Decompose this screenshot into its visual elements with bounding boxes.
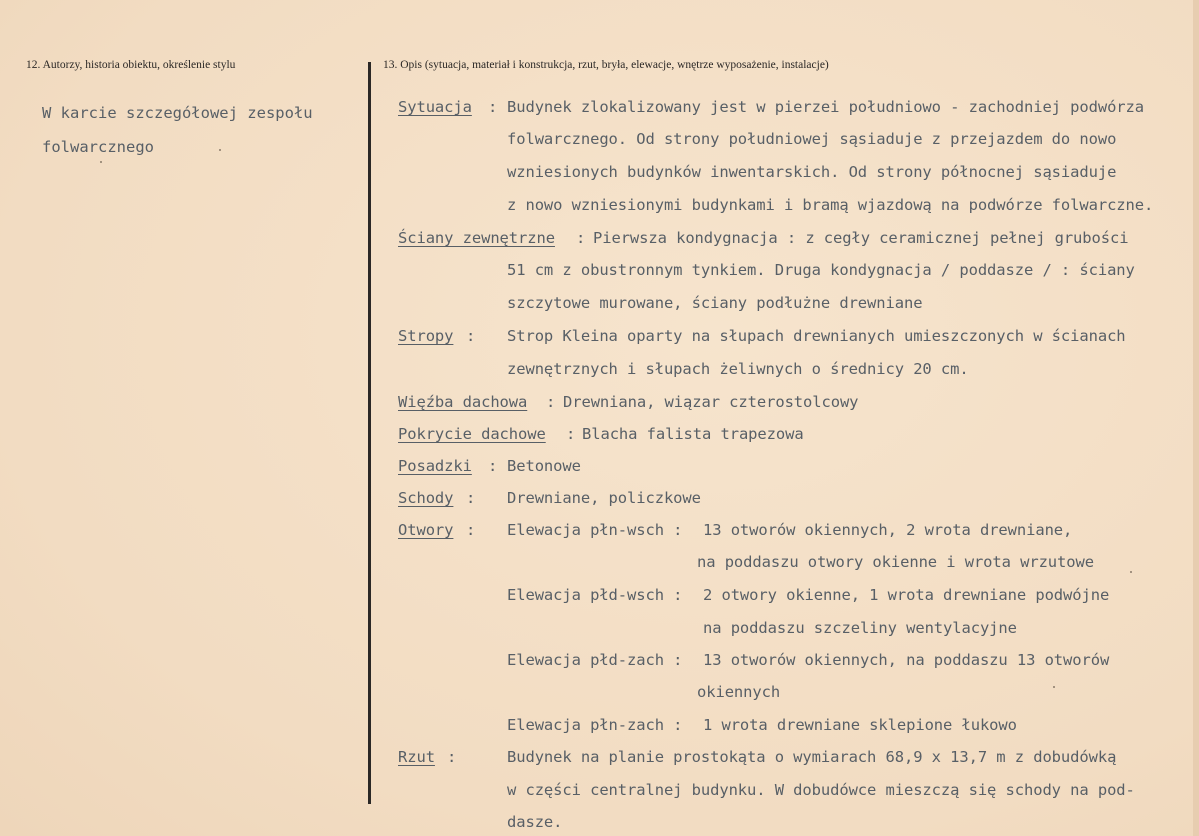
sep-sytuacja: : — [488, 98, 498, 116]
label-rzut: Rzut — [398, 748, 435, 766]
otwory-elewacja-2: Elewacja płd-wsch : — [507, 586, 683, 604]
otwory-elewacja-2-line-2: na poddaszu szczeliny wentylacyjne — [703, 619, 1017, 637]
left-line-1: W karcie szczegółowej zespołu — [42, 104, 313, 122]
rzut-line-1: Budynek na planie prostokąta o wymiarach 68,9 x 13,7 m z dobudówką — [507, 748, 1117, 766]
otwory-elewacja-1-line-1: 13 otworów okiennych, 2 wrota drewniane, — [703, 521, 1073, 539]
otwory-elewacja-3-line-1: 13 otworów okiennych, na poddaszu 13 otworów — [703, 651, 1110, 669]
paper-speck — [100, 161, 102, 163]
left-line-2: folwarcznego — [42, 138, 154, 156]
paper-speck — [219, 149, 221, 151]
section-12-content — [42, 96, 313, 164]
otwory-elewacja-3-line-2: okiennych — [697, 683, 781, 701]
otwory-elewacja-1: Elewacja płn-wsch : — [507, 521, 683, 539]
otwory-elewacja-4: Elewacja płn-zach : — [507, 716, 683, 734]
sep-stropy: : — [466, 327, 476, 345]
label-sciany: Ściany zewnętrzne — [398, 229, 555, 247]
label-stropy: Stropy — [398, 327, 454, 345]
sytuacja-line-1: Budynek zlokalizowany jest w pierzei południowo - zachodniej podwórza — [507, 98, 1144, 116]
sciany-line-3: szczytowe murowane, ściany podłużne drewniane — [507, 294, 923, 312]
section-13-heading: 13. Opis (sytuacja, materiał i konstrukcja, rzut, bryła, elewacje, wnętrze wyposażenie, instalacje) — [383, 59, 829, 71]
label-sytuacja: Sytuacja — [398, 98, 472, 116]
paper-edge — [1193, 0, 1199, 836]
label-otwory: Otwory — [398, 521, 454, 539]
otwory-elewacja-2-line-1: 2 otwory okienne, 1 wrota drewniane podwójne — [703, 586, 1110, 604]
section-12-heading: 12. Autorzy, historia obiektu, określenie stylu — [26, 59, 236, 71]
rzut-line-3: dasze. — [507, 813, 563, 831]
sep-wiezba: : — [546, 393, 556, 411]
stropy-line-2: zewnętrznych i słupach żeliwnych o średnicy 20 cm. — [507, 360, 969, 378]
column-divider — [368, 62, 371, 804]
sytuacja-line-2: folwarcznego. Od strony południowej sąsiaduje z przejazdem do nowo — [507, 130, 1117, 148]
paper-speck — [1130, 571, 1132, 573]
paper-speck — [1053, 686, 1055, 688]
pokrycie-text: Blacha falista trapezowa — [582, 425, 804, 443]
posadzki-text: Betonowe — [507, 457, 581, 475]
schody-text: Drewniane, policzkowe — [507, 489, 701, 507]
sep-posadzki: : — [488, 457, 498, 475]
otwory-elewacja-4-line-1: 1 wrota drewniane sklepione łukowo — [703, 716, 1017, 734]
sep-rzut: : — [447, 748, 457, 766]
sytuacja-line-3: wzniesionych budynków inwentarskich. Od strony północnej sąsiaduje — [507, 163, 1117, 181]
sep-sciany: : — [576, 229, 586, 247]
stropy-line-1: Strop Kleina oparty na słupach drewnianych umieszczonych w ścianach — [507, 327, 1126, 345]
sep-schody: : — [466, 489, 476, 507]
label-wiezba: Więźba dachowa — [398, 393, 528, 411]
sciany-line-2: 51 cm z obustronnym tynkiem. Druga kondygnacja / poddasze / : ściany — [507, 261, 1135, 279]
otwory-elewacja-3: Elewacja płd-zach : — [507, 651, 683, 669]
label-schody: Schody — [398, 489, 454, 507]
sep-otwory: : — [466, 521, 476, 539]
label-pokrycie: Pokrycie dachowe — [398, 425, 546, 443]
sep-pokrycie: : — [566, 425, 576, 443]
otwory-elewacja-1-line-2: na poddaszu otwory okienne i wrota wrzutowe — [697, 553, 1094, 571]
label-posadzki: Posadzki — [398, 457, 472, 475]
wiezba-text: Drewniana, wiązar czterostolcowy — [563, 393, 859, 411]
sytuacja-line-4: z nowo wzniesionymi budynkami i bramą wjazdową na podwórze folwarczne. — [507, 196, 1154, 214]
sciany-line-1: Pierwsza kondygnacja : z cegły ceramicznej pełnej grubości — [593, 229, 1129, 247]
rzut-line-2: w części centralnej budynku. W dobudówce mieszczą się schody na pod- — [507, 781, 1135, 799]
